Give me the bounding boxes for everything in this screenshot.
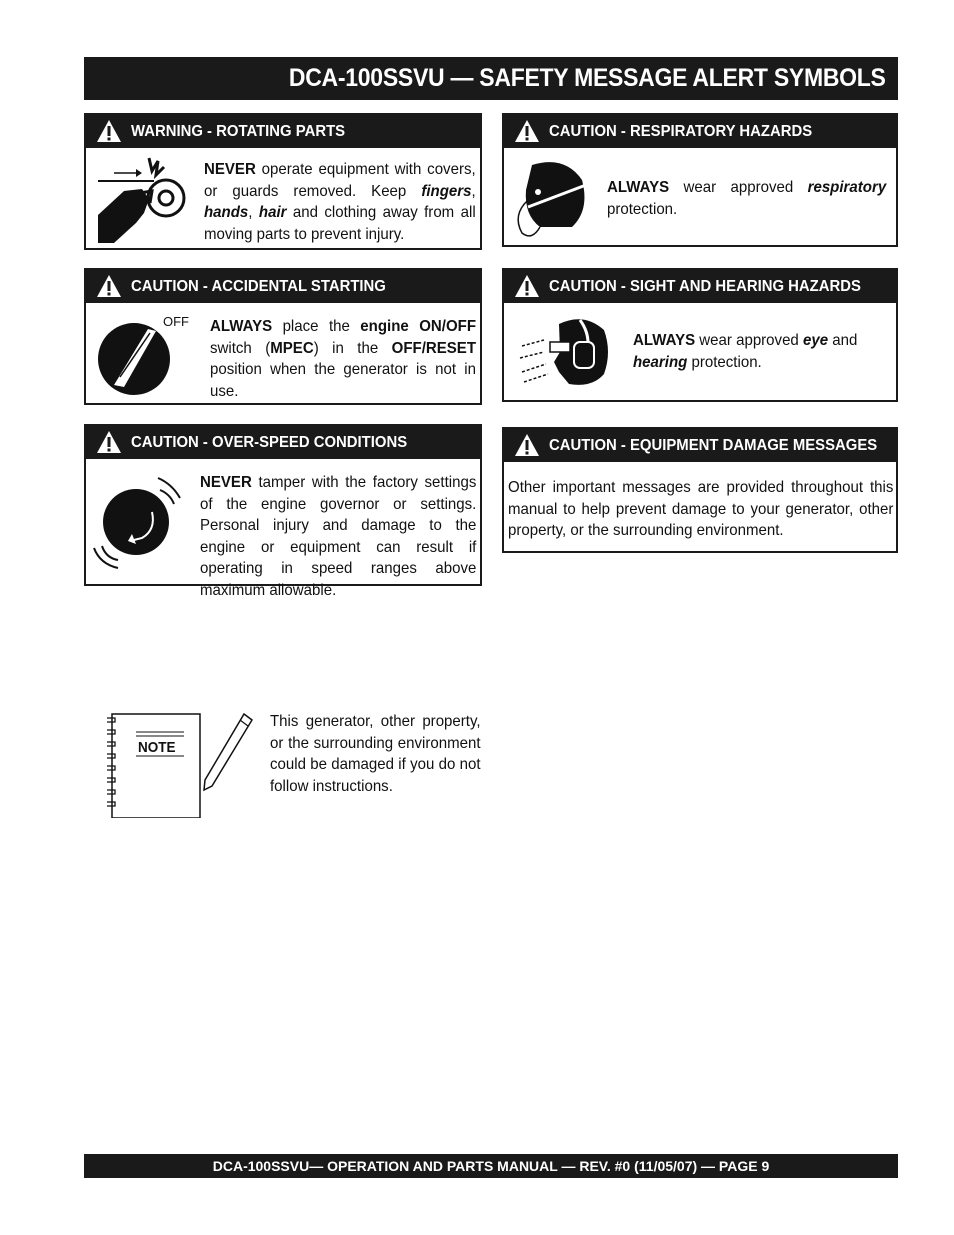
emphasis-hands: hands	[204, 204, 249, 221]
box-header	[86, 426, 480, 459]
page-footer	[84, 1154, 898, 1178]
caution-equipment-damage-box	[502, 427, 898, 553]
text-run: ,	[248, 204, 259, 221]
text-run: place the	[272, 318, 361, 335]
emphasis-always: ALWAYS	[210, 318, 273, 335]
text-run: wear approved	[695, 332, 803, 349]
box-header-label: CAUTION - SIGHT AND HEARING HAZARDS	[549, 278, 861, 295]
box-header	[86, 115, 480, 148]
caution-sight-hearing-box	[502, 268, 898, 402]
text-run: position when the generator is not in use.	[210, 361, 477, 400]
footer-text: DCA-100SSVU— OPERATION AND PARTS MANUAL — REV. #0 (11/05/07) — PAGE 9	[212, 1158, 770, 1174]
box-header-label: CAUTION - ACCIDENTAL STARTING	[131, 278, 386, 295]
box-header-label: CAUTION - EQUIPMENT DAMAGE MESSAGES	[549, 437, 878, 454]
emphasis-engine-on-off: engine ON/OFF	[360, 318, 477, 335]
text-run: protection.	[607, 200, 678, 218]
box-body-text	[204, 159, 476, 245]
emphasis-fingers: fingers	[421, 182, 472, 200]
text-run: and clothing away from all moving parts to prevent injury.	[204, 204, 476, 243]
eye-ear-protection-icon	[514, 312, 624, 392]
box-header-label: CAUTION - RESPIRATORY HAZARDS	[549, 123, 813, 140]
warning-triangle-icon	[96, 430, 122, 454]
caution-over-speed-box	[84, 424, 482, 599]
warning-triangle-icon	[96, 274, 122, 298]
warning-triangle-icon	[514, 119, 540, 143]
box-header-label: CAUTION - OVER-SPEED CONDITIONS	[131, 434, 408, 451]
box-header	[504, 115, 896, 148]
note-notebook-icon	[104, 708, 264, 818]
emphasis-respiratory: respiratory	[807, 179, 887, 196]
emphasis-off-reset: OFF/RESET	[391, 339, 477, 357]
emphasis-mpec: MPEC	[270, 339, 314, 357]
box-header	[86, 270, 480, 303]
warning-triangle-icon	[514, 274, 540, 298]
text-run: and	[828, 332, 858, 349]
emphasis-always: ALWAYS	[633, 332, 696, 349]
caution-accidental-starting-box	[84, 268, 482, 405]
emphasis-hearing: hearing	[633, 353, 688, 371]
respirator-mask-icon	[510, 155, 590, 240]
text-run: ) in the	[313, 339, 392, 357]
box-header-label: WARNING - ROTATING PARTS	[131, 123, 346, 140]
box-header	[504, 270, 896, 303]
off-label: OFF	[163, 314, 189, 329]
emphasis-eye: eye	[802, 332, 829, 349]
warning-triangle-icon	[514, 433, 540, 457]
text-run: ,	[471, 182, 476, 200]
box-body-text	[633, 330, 887, 373]
box-body-text	[210, 316, 476, 402]
note-label: NOTE	[138, 739, 176, 756]
rotating-parts-hand-icon	[94, 153, 194, 248]
emphasis-always: ALWAYS	[607, 179, 670, 196]
text-run: wear approved	[669, 179, 808, 196]
emphasis-never: NEVER	[204, 161, 256, 178]
warning-rotating-parts-box	[84, 113, 482, 250]
over-speed-dial-icon	[90, 468, 190, 578]
box-body-text	[607, 177, 886, 220]
box-body-text: Other important messages are provided throughout this manual to help prevent damage to your generator, other property, or the surrounding environment.	[508, 479, 894, 539]
page-title-banner	[84, 57, 898, 100]
emphasis-hair: hair	[258, 204, 287, 221]
warning-triangle-icon	[96, 119, 122, 143]
box-header	[504, 429, 896, 462]
text-run: switch (	[210, 339, 271, 357]
page-title: DCA-100SSVU — SAFETY MESSAGE ALERT SYMBOLS	[289, 64, 886, 92]
ignition-switch-off-icon	[96, 317, 176, 397]
box-body-text	[200, 472, 476, 601]
note-text: This generator, other property, or the surrounding environment could be damaged if you do not follow instructions.	[270, 713, 481, 795]
text-run: operate equipment with covers, or guards removed. Keep	[204, 161, 476, 200]
text-run: tamper with the factory settings of the engine governor or settings. Personal injury and damage to the engine or equipment can result if operating in speed ranges above maximum allowable.	[200, 474, 477, 599]
caution-respiratory-box	[502, 113, 898, 247]
emphasis-never: NEVER	[200, 474, 252, 491]
text-run: protection.	[687, 353, 762, 371]
